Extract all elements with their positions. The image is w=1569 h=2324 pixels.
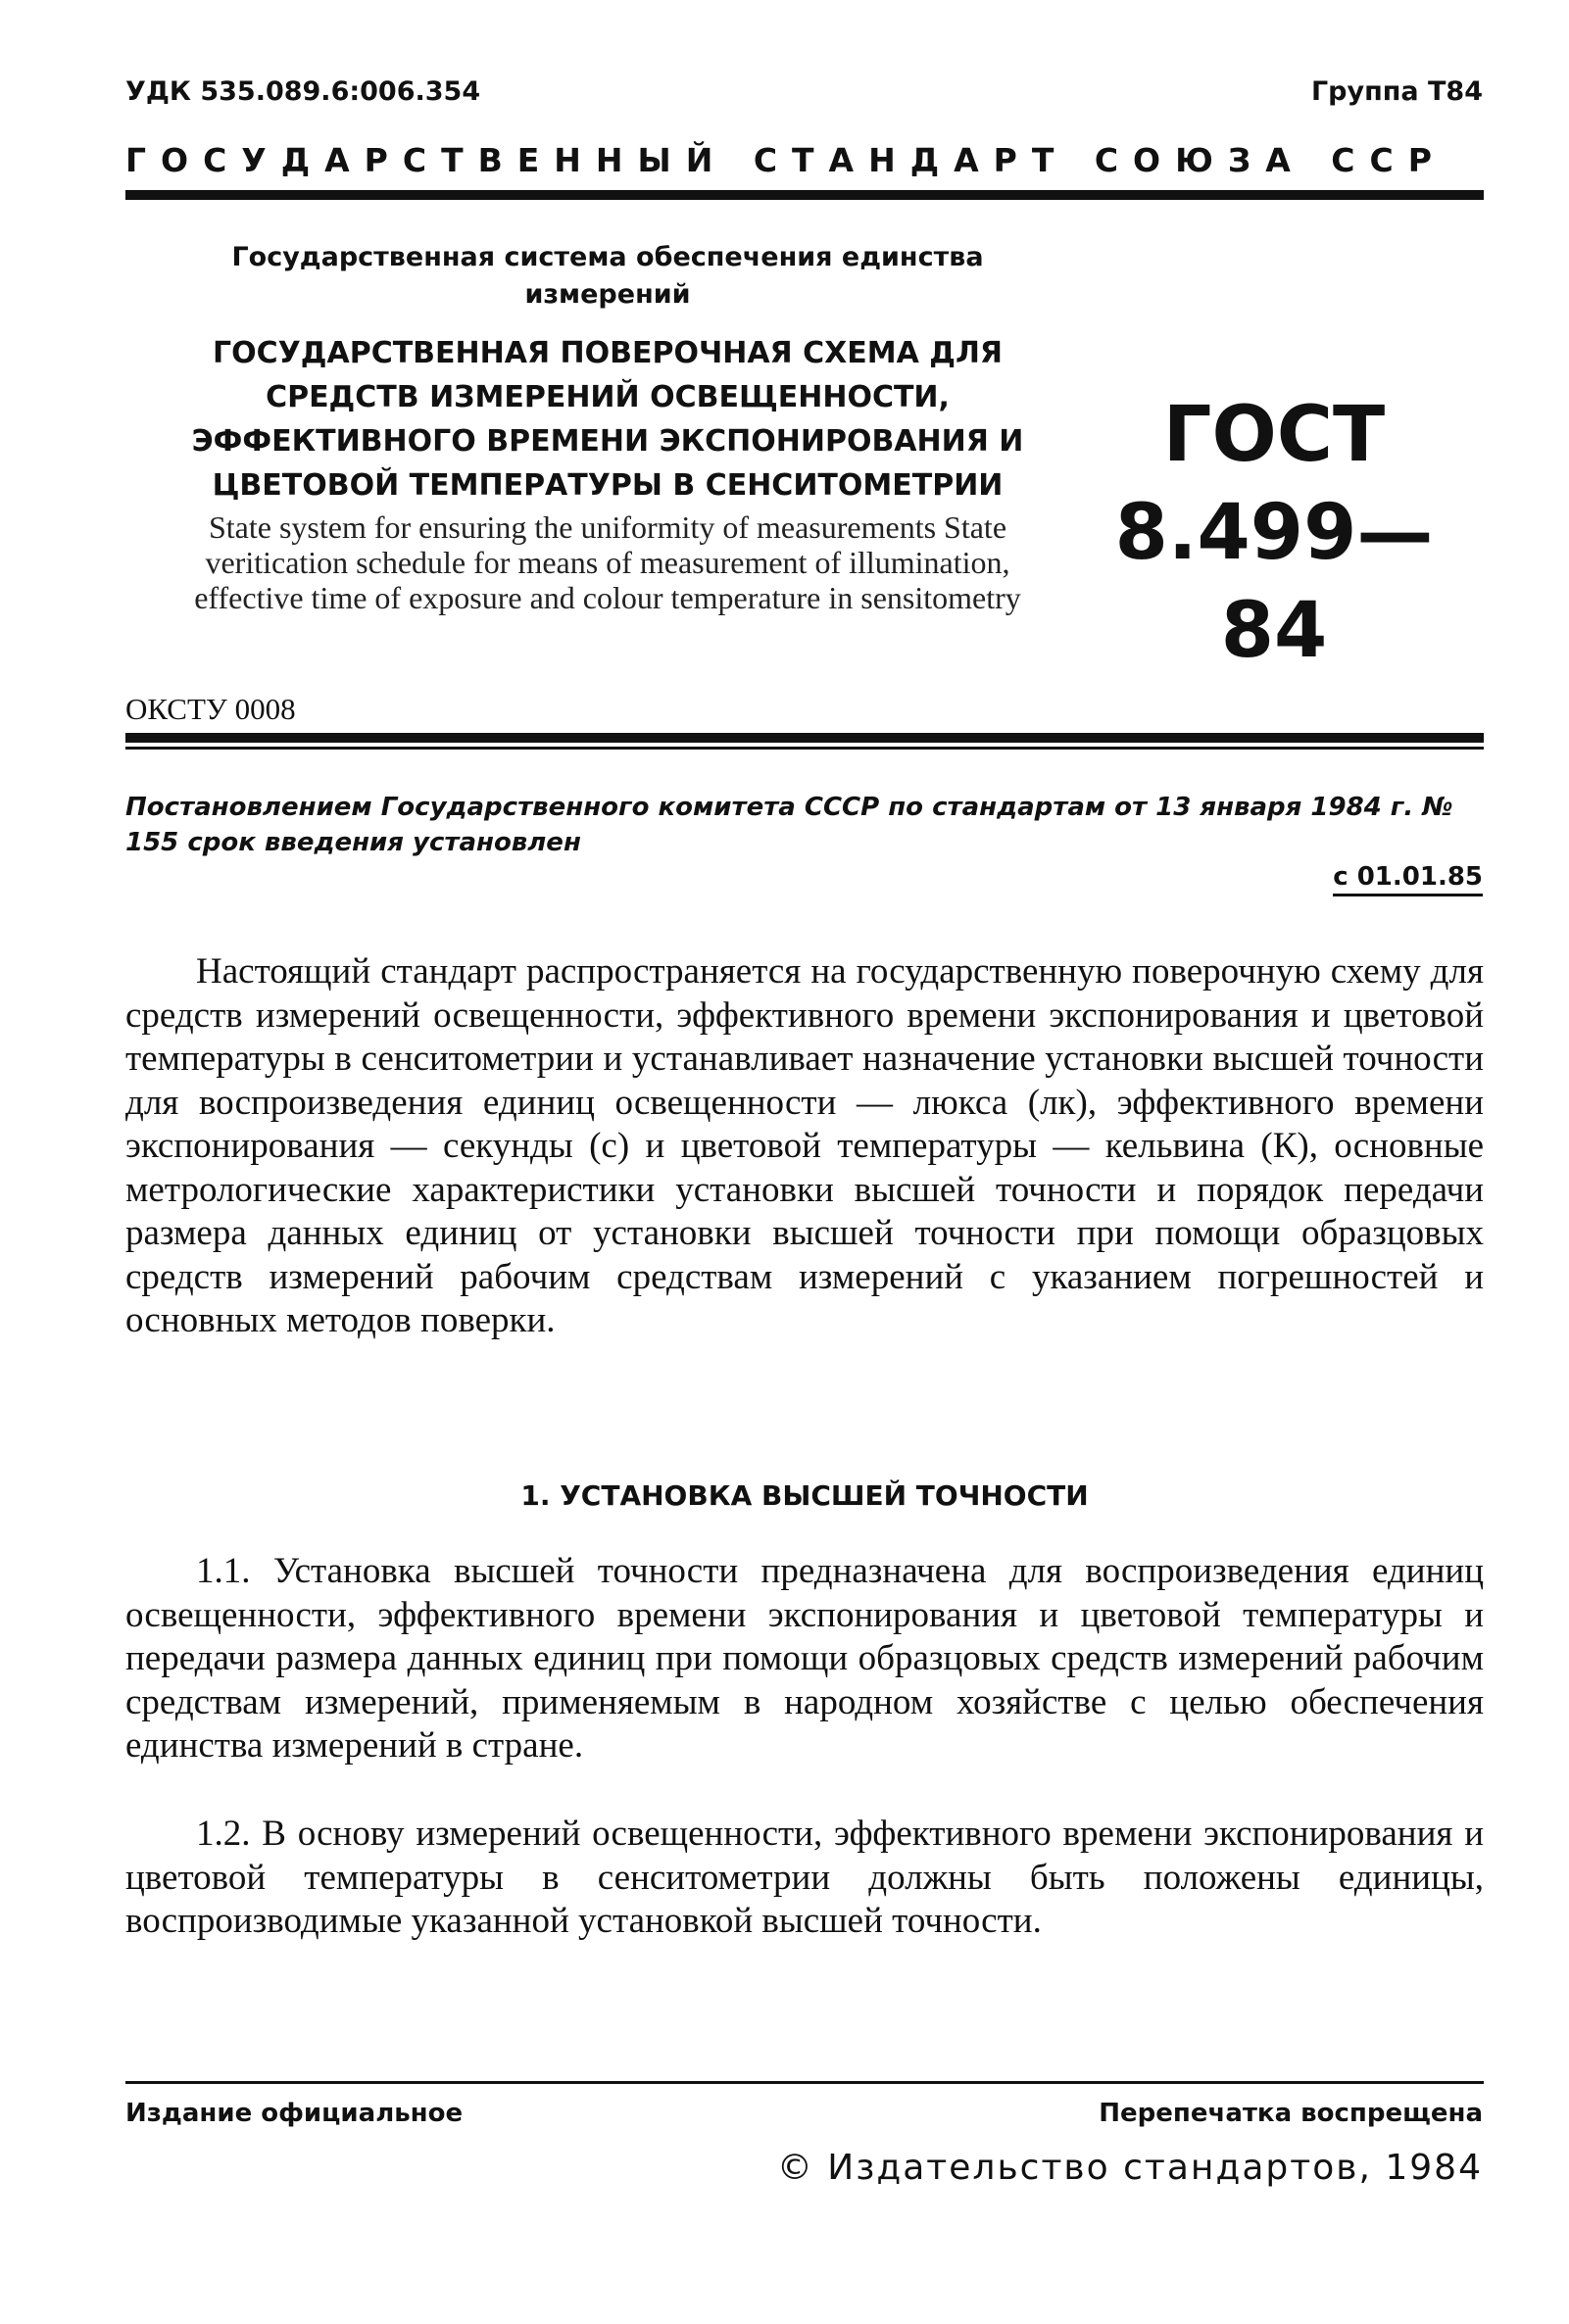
subsystem-title: Государственная система обеспечения единства измерений (231, 242, 984, 310)
oksty-code: ОКСТУ 0008 (125, 692, 296, 726)
english-title: State system for ensuring the uniformity of measurements State veritication schedule for means of measurement of illumination, effective time of exposure and colour temperature in sensitometry (194, 509, 1021, 615)
title-divider (125, 733, 1484, 743)
official-edition: Издание официальное (125, 2099, 464, 2128)
publisher-copyright: © Издательство стандартов, 1984 (776, 2148, 1483, 2188)
intro-paragraph: Настоящий стандарт распространяется на государственную поверочную схему для средств измерений освещенности, эффективного времени экспонирования и цветовой температуры в сенситометрии и устанавливает назначение установки высшей точности для воспроизведения единиц освещенности — люкса (лк), эффективного времени экспонирования — секунды (с) и цветовой температуры — кельвина (К), основные метрологические характеристики установки высшей точности и порядок передачи размера данных единиц от установки высшей точности при помощи образцовых средств измерений рабочим средствам измерений с указанием погрешностей и основных методов поверки. (125, 951, 1484, 1340)
paragraph-1-1: 1.1. Установка высшей точности предназначена для воспроизведения единиц освещенности, эффективного времени экспонирования и цветовой температуры и передачи размера данных единиц при помощи образцовых средств измерений рабочим средствам измерений, применяемым в народном хозяйстве с целью обеспечения единства измерений в стране. (125, 1551, 1484, 1766)
udk-code: УДК 535.089.6:006.354 (125, 76, 481, 107)
effective-date: с 01.01.85 (1333, 862, 1483, 896)
footer-divider (125, 2081, 1484, 2084)
decree-text: Постановлением Государственного комитета СССР по стандартам от 13 января 1984 г. № 155 срок введения установлен (125, 793, 1453, 857)
state-standard-banner: ГОСУДАРСТВЕННЫЙ СТАНДАРТ СОЮЗА ССР (125, 141, 1446, 179)
header-divider (125, 190, 1484, 200)
no-reprint-notice: Перепечатка воспрещена (1099, 2099, 1483, 2128)
document-title: ГОСУДАРСТВЕННАЯ ПОВЕРОЧНАЯ СХЕМА ДЛЯ СРЕДСТВ ИЗМЕРЕНИЙ ОСВЕЩЕННОСТИ, ЭФФЕКТИВНОГО ВРЕМЕНИ ЭКСПОНИРОВАНИЯ И ЦВЕТОВОЙ ТЕМПЕРАТУРЫ В СЕНСИТОМЕТРИИ (191, 336, 1024, 503)
group-code: Группа Т84 (1310, 76, 1483, 107)
gost-designation (1098, 386, 1450, 680)
title-divider-thin (125, 747, 1484, 750)
paragraph-1-2: 1.2. В основу измерений освещенности, эффективного времени экспонирования и цветовой температуры в сенситометрии должны быть положены единицы, воспроизводимые указанной установкой высшей точности. (125, 1814, 1484, 1941)
section-title: 1. УСТАНОВКА ВЫСШЕЙ ТОЧНОСТИ (520, 1479, 1089, 1512)
gost-label: ГОСТ (1162, 391, 1386, 479)
gost-number: 8.499—84 (1114, 489, 1434, 675)
